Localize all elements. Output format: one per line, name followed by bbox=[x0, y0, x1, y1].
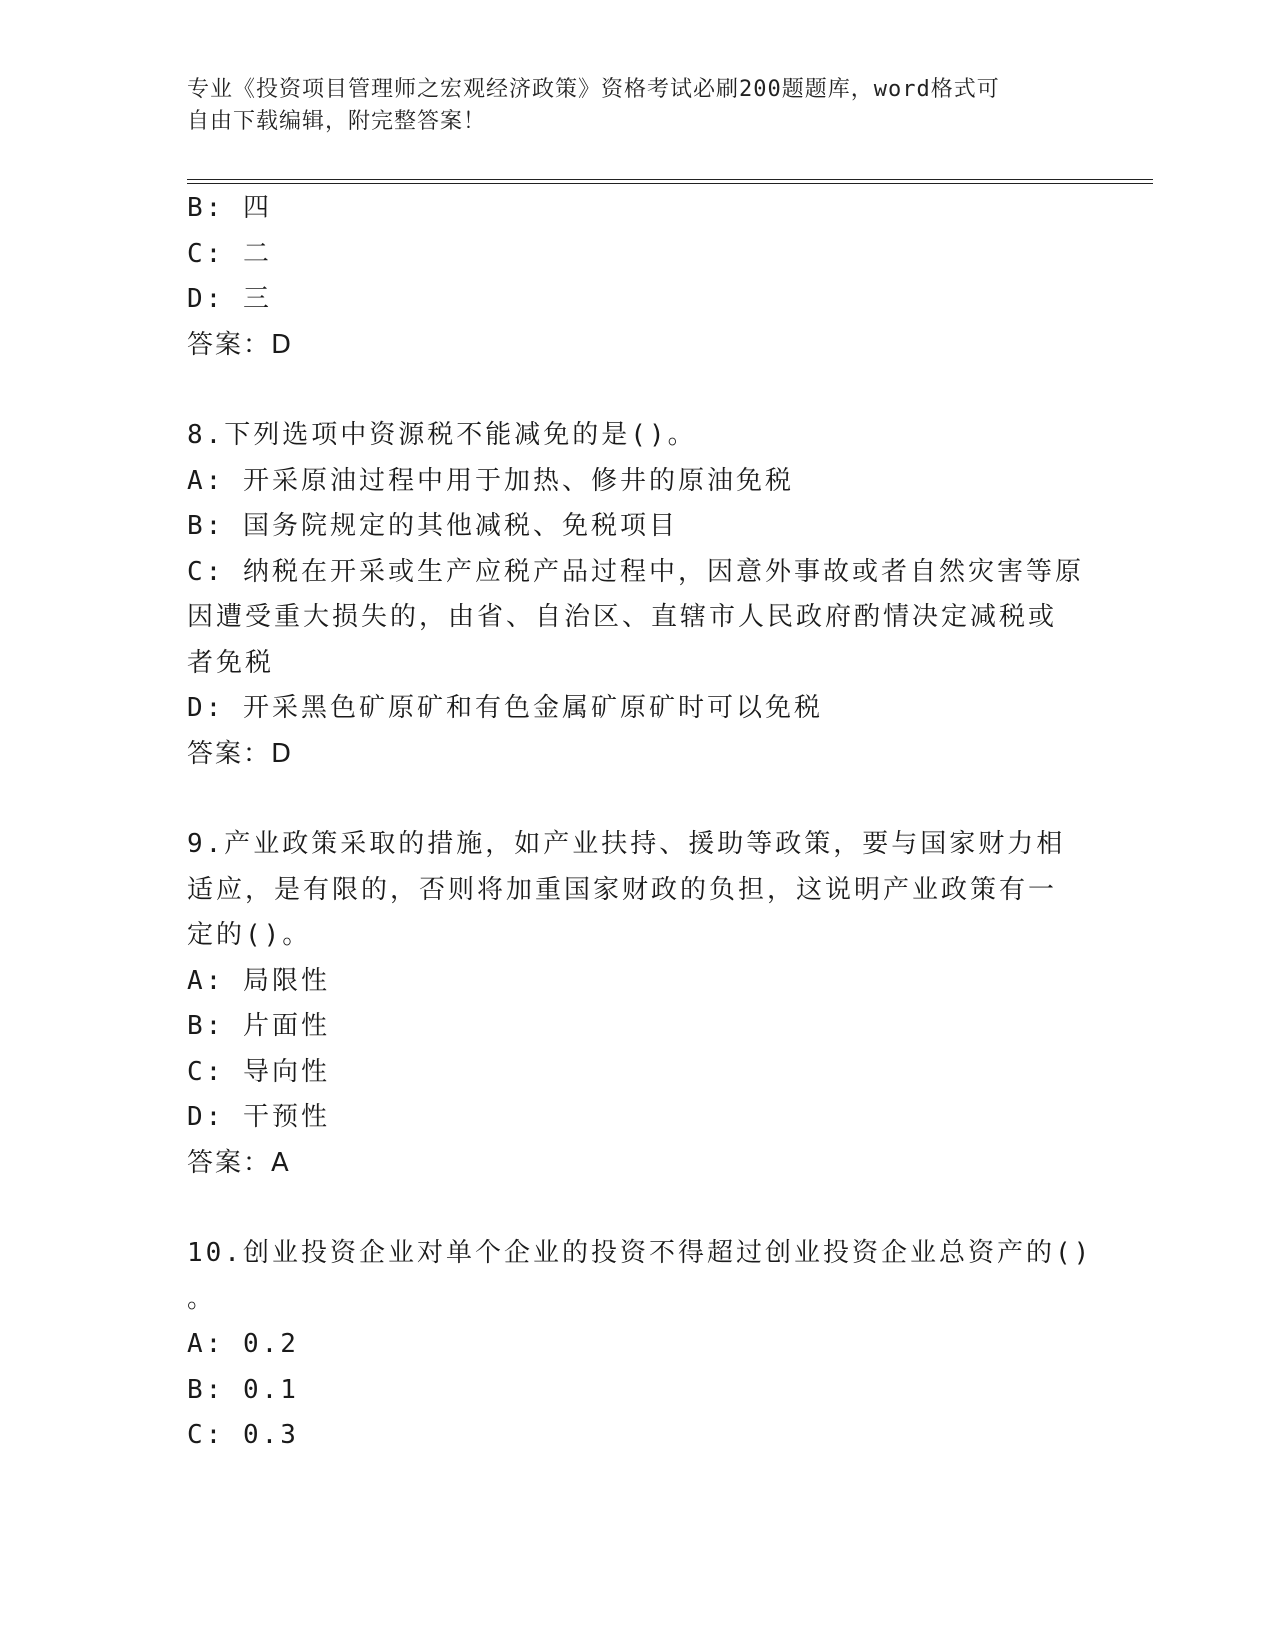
question-stem: 9.产业政策采取的措施，如产业扶持、援助等政策，要与国家财力相 bbox=[187, 829, 1066, 859]
question-7-continued bbox=[187, 186, 1087, 368]
option-letter: C: bbox=[187, 238, 225, 269]
answer-line: 答案：A bbox=[187, 1147, 291, 1178]
spacer bbox=[187, 1186, 1087, 1231]
option-line bbox=[187, 277, 1087, 323]
question-stem-continued: 。 bbox=[187, 1283, 217, 1314]
header-title-line-2: 自由下载编辑，附完整答案！ bbox=[187, 109, 487, 134]
option-line-continued: 因遭受重大损失的，由省、自治区、直辖市人民政府酌情决定减税或 bbox=[187, 602, 1058, 632]
option-line: B: 0.1 bbox=[187, 1374, 299, 1405]
option-line: D: 干预性 bbox=[187, 1102, 330, 1132]
question-9 bbox=[187, 822, 1087, 1186]
header-rule-top bbox=[187, 179, 1153, 180]
option-line bbox=[187, 186, 1087, 232]
document-body bbox=[187, 186, 1093, 1459]
option-line: C: 纳税在开采或生产应税产品过程中，因意外事故或者自然灾害等原 bbox=[187, 556, 1084, 587]
option-line: B: 国务院规定的其他减税、免税项目 bbox=[187, 511, 678, 541]
option-line: A: 0.2 bbox=[187, 1329, 299, 1359]
question-8 bbox=[187, 413, 1087, 777]
option-line: A: 局限性 bbox=[187, 965, 330, 996]
question-stem-continued: 适应，是有限的，否则将加重国家财政的负担，这说明产业政策有一 bbox=[187, 874, 1058, 905]
option-line: D: 开采黑色矿原矿和有色金属矿原矿时可以免税 bbox=[187, 693, 823, 723]
option-line: B: 片面性 bbox=[187, 1011, 330, 1041]
option-text: 三 bbox=[242, 284, 272, 314]
option-line-continued: 者免税 bbox=[187, 647, 275, 678]
answer-line: 答案：D bbox=[187, 738, 294, 769]
option-line: C: 0.3 bbox=[187, 1420, 299, 1450]
option-line bbox=[187, 232, 1087, 278]
document-header bbox=[187, 74, 1067, 138]
answer-line: 答案：D bbox=[187, 329, 294, 360]
option-letter: B: bbox=[187, 193, 225, 223]
spacer bbox=[187, 368, 1087, 413]
option-line: A: 开采原油过程中用于加热、修井的原油免税 bbox=[187, 465, 794, 496]
option-text: 四 bbox=[242, 193, 272, 223]
option-line: C: 导向性 bbox=[187, 1056, 330, 1087]
spacer bbox=[187, 777, 1087, 822]
question-stem-continued: 定的()。 bbox=[187, 920, 312, 950]
header-title-line-1: 专业《投资项目管理师之宏观经济政策》资格考试必刷200题题库，word格式可 bbox=[187, 77, 1000, 102]
option-text: 二 bbox=[242, 238, 272, 269]
header-rule-bottom bbox=[187, 183, 1153, 184]
question-10 bbox=[187, 1231, 1093, 1459]
question-stem: 10.创业投资企业对单个企业的投资不得超过创业投资企业总资产的() bbox=[187, 1238, 1093, 1268]
option-letter: D: bbox=[187, 284, 225, 314]
question-stem: 8.下列选项中资源税不能减免的是()。 bbox=[187, 420, 697, 450]
